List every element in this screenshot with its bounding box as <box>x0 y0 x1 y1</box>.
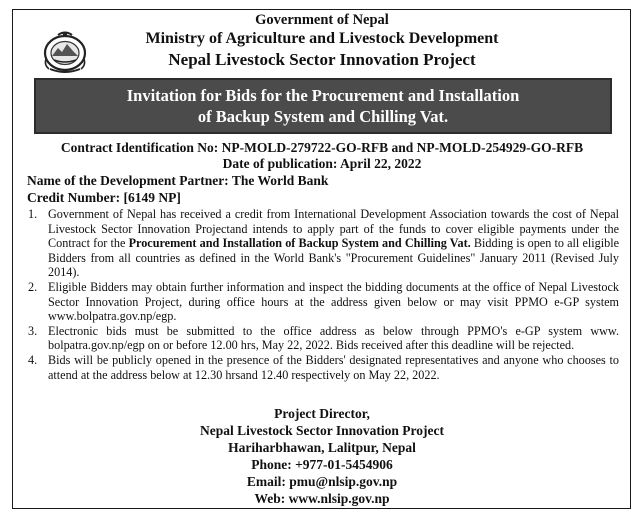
item-text: Electronic bids must be submitted to the office address as below through PPMO's e-GP system www. bolpatra.gov.np/egp on or before 12.00 hrs, May 22, 2022. Bids received after this deadline will be rejected. <box>48 323 619 353</box>
notice-items-list <box>27 207 619 382</box>
item-number: 1. <box>28 207 38 221</box>
notice-title-banner <box>34 78 612 134</box>
project-heading: Nepal Livestock Sector Innovation Project <box>168 50 476 69</box>
contact-web: Web: www.nlsip.gov.np <box>254 491 390 506</box>
list-item <box>27 324 619 353</box>
item-number: 3. <box>28 323 38 338</box>
credit-number: Credit Number: [6149 NP] <box>27 190 181 205</box>
item-text: Government of Nepal has received a credit from International Development Association towards the cost of Nepal Livestock Sector Innovation Projectand intends to apply part of the funds to cover eligible payments under the Contract for the <box>48 207 619 251</box>
contact-phone: Phone: +977-01-5454906 <box>251 457 393 472</box>
item-number: 2. <box>28 279 38 294</box>
notice-title-line-1: Invitation for Bids for the Procurement and Installation <box>126 86 520 105</box>
item-text: Bids will be publicly opened in the presence of the Bidders' designated representatives and anyone who chooses to attend at the address below at 12.30 hrsand 12.40 respectively on May 22, 2022. <box>48 352 619 382</box>
contact-address: Hariharbhawan, Lalitpur, Nepal <box>228 440 416 455</box>
contact-block <box>0 405 644 507</box>
development-partner: Name of the Development Partner: The World Bank <box>27 173 329 188</box>
contract-identification: Contract Identification No: NP-MOLD-279722-GO-RFB and NP-MOLD-254929-GO-RFB <box>60 140 584 155</box>
contact-email: Email: pmu@nlsip.gov.np <box>246 474 398 489</box>
ministry-heading: Ministry of Agriculture and Livestock Development <box>145 30 499 47</box>
item-text-bold: Procurement and Installation of Backup System and Chilling Vat. <box>128 236 471 251</box>
item-number: 4. <box>28 352 38 367</box>
item-text-continued: Bidding is open to all eligible Bidders from all countries as defined in the World Bank's "Procurement Guidelines" January 2011 (Revised July 2014). <box>48 236 619 280</box>
list-item <box>27 280 619 324</box>
publication-date: Date of publication: April 22, 2022 <box>222 156 422 171</box>
contact-title: Project Director, <box>274 406 370 421</box>
contact-project: Nepal Livestock Sector Innovation Project <box>200 423 444 438</box>
list-item <box>27 207 619 280</box>
list-item <box>27 353 619 382</box>
item-text: Eligible Bidders may obtain further information and inspect the bidding documents at the office of Nepal Livestock Sector Innovation Project, during office hours at the address given below or may visit PPMO e-GP system www.bolpatra.gov.np/egp. <box>48 279 619 324</box>
notice-title-line-2: of Backup System and Chilling Vat. <box>197 107 449 126</box>
government-heading: Government of Nepal <box>255 12 389 28</box>
